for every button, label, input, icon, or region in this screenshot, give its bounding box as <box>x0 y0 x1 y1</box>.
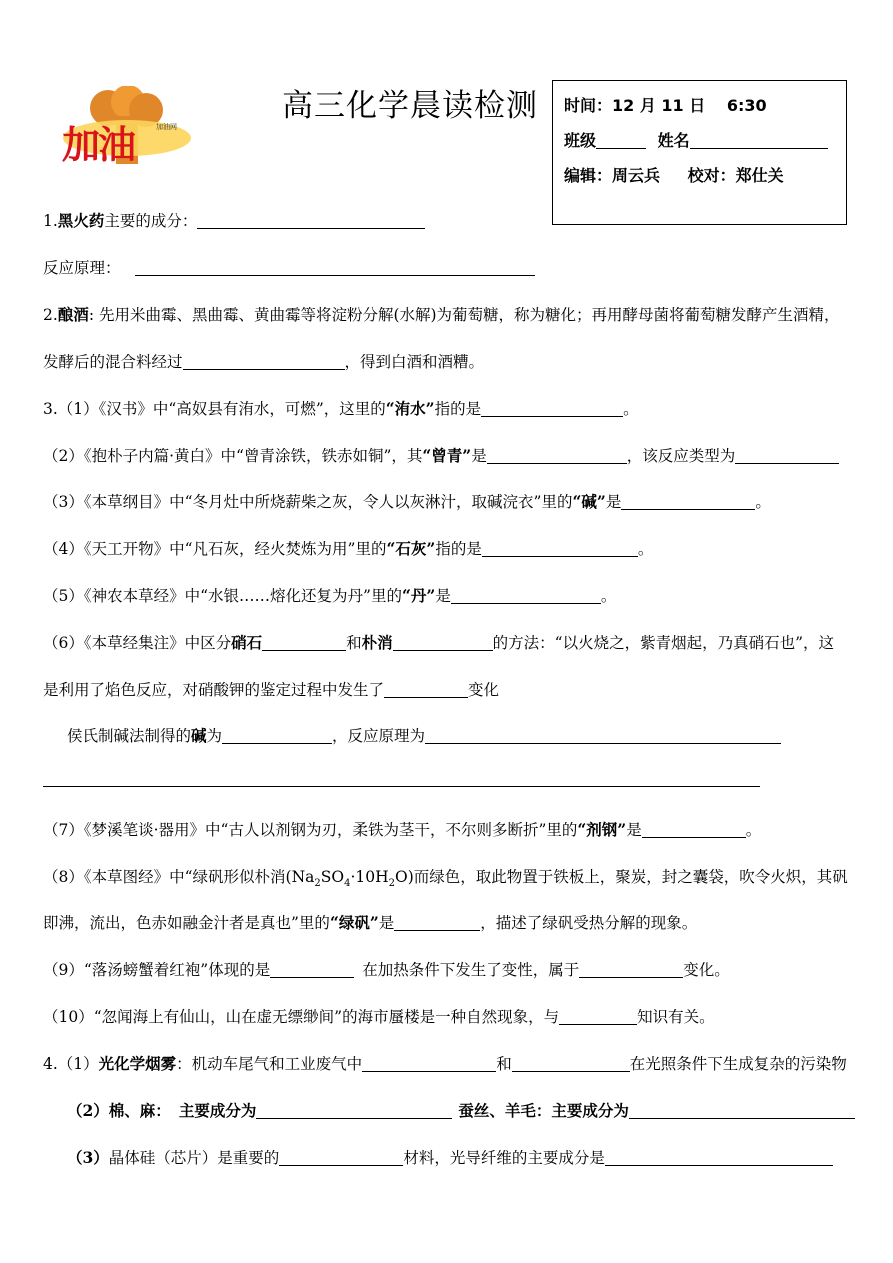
q3-9-blank-1[interactable] <box>270 961 354 978</box>
q4-3-line <box>67 1146 833 1168</box>
q2-line2 <box>43 350 484 372</box>
q3-6-blank-2[interactable] <box>393 634 493 651</box>
q3-8-formula-2: ·10H <box>350 868 389 886</box>
q3-7-text-2: 是 <box>626 821 642 839</box>
q3-2-line <box>43 444 839 466</box>
q3-9-line <box>43 958 730 980</box>
q3-9-text-3: 变化。 <box>683 961 730 979</box>
q3-10-line <box>43 1005 715 1027</box>
q3-6-bold: 硝石 <box>231 633 263 652</box>
q4-3-blank-2[interactable] <box>605 1149 833 1166</box>
q3-7-bold: “剂钢” <box>577 820 627 839</box>
q3-6-text: （6）《本草经集注》中区分 <box>43 634 232 652</box>
q3-4-bold: “石灰” <box>386 539 436 558</box>
q4-1-text-2: 和 <box>496 1055 512 1073</box>
q3-9-text: （9）“落汤螃蟹着红袍”体现的是 <box>43 961 271 979</box>
q4-2-blank-1[interactable] <box>256 1102 452 1119</box>
q3-8-formula: SO <box>320 868 345 886</box>
q3-5-text-2: 是 <box>435 587 451 605</box>
hou-blank-1[interactable] <box>222 727 332 744</box>
editor-row <box>564 163 784 186</box>
q4-2-text: 主要成分为 <box>178 1101 257 1120</box>
q2-text-3: ，得到白酒和酒糟。 <box>344 353 485 371</box>
q4-1-line <box>43 1052 847 1074</box>
q3-5-line <box>43 584 616 606</box>
q3-10-text-2: 知识有关。 <box>637 1008 715 1026</box>
q3-10-text: （10）“忽闻海上有仙山，山在虚无缥缈间”的海市蜃楼是一种自然现象，与 <box>43 1008 560 1026</box>
q3-4-blank[interactable] <box>482 540 638 557</box>
q3-8-text: （8）《本草图经》中“绿矾形似朴消(Na <box>43 868 315 886</box>
q3-1-bold: “洧水” <box>385 399 435 418</box>
q3-2-blank-2[interactable] <box>735 447 839 464</box>
q3-6-text-4: 是利用了焰色反应，对硝酸钾的鉴定过程中发生了 <box>43 681 385 699</box>
q1-principle-line <box>43 256 535 278</box>
q2-text-2: 发酵后的混合料经过 <box>43 353 183 371</box>
name-field[interactable] <box>690 132 828 149</box>
q3-6-text-2: 和 <box>346 634 362 652</box>
q3-8-sub-2: 4 <box>344 878 351 890</box>
q3-8-text-5: ，描述了绿矾受热分解的现象。 <box>480 914 698 932</box>
class-name-row <box>564 128 828 151</box>
q3-6-line <box>43 631 834 653</box>
hou-text: 侯氏制碱法制得的 <box>67 727 192 745</box>
q3-8-line2 <box>43 911 697 933</box>
q1-line <box>43 209 425 231</box>
q3-2-bold: “曾青” <box>422 446 472 465</box>
q4-3-number: （3） <box>67 1148 109 1167</box>
q3-3-line <box>43 490 771 512</box>
q3-6-bold-2: 朴消 <box>361 633 393 652</box>
logo <box>58 86 198 166</box>
q3-3-blank[interactable] <box>621 493 755 510</box>
q1-principle-blank[interactable] <box>135 259 535 276</box>
q1-number: 1. <box>43 212 58 230</box>
q3-1-line <box>43 397 639 419</box>
q3-8-line <box>43 865 848 889</box>
q3-3-end: 。 <box>755 493 771 511</box>
hou-text-2: 为 <box>206 727 223 745</box>
q2-number: 2. <box>43 306 58 324</box>
q3-7-end: 。 <box>745 821 762 839</box>
q3-8-blank[interactable] <box>394 914 480 931</box>
editor-label: 编辑：周云兵 <box>564 166 661 185</box>
q2-blank[interactable] <box>183 353 345 370</box>
q1-principle-label: 反应原理： <box>43 259 121 277</box>
q3-2-text-3: ，该反应类型为 <box>626 447 736 465</box>
q3-4-line <box>43 537 653 559</box>
q3-1-end: 。 <box>623 400 639 418</box>
q4-3-text: 晶体硅（芯片）是重要的 <box>108 1149 280 1167</box>
q4-2-bold: 棉、麻： <box>108 1101 171 1120</box>
q4-3-text-2: 材料，光导纤维的主要成分是 <box>403 1149 605 1167</box>
q3-8-text-2: O)而绿色，取此物置于铁板上，聚炭，封之囊袋，吹令火炽，其矾 <box>395 868 848 886</box>
q3-8-text-4: 是 <box>378 914 395 932</box>
q4-1-blank-2[interactable] <box>512 1055 630 1072</box>
q4-2-number: （2） <box>67 1101 109 1120</box>
q3-4-end: 。 <box>637 540 654 558</box>
logo-text: 加油 <box>62 123 135 167</box>
q2-line1 <box>43 303 840 325</box>
q4-1-text: ：机动车尾气和工业废气中 <box>176 1055 363 1073</box>
q3-6-text-5: 变化 <box>468 681 500 699</box>
q3-6-line2 <box>43 678 499 700</box>
page-title: 高三化学晨读检测 <box>282 88 538 124</box>
q3-8-bold: “绿矾” <box>329 913 379 932</box>
hou-text-3: ，反应原理为 <box>332 727 426 745</box>
q3-7-line <box>43 818 761 840</box>
time-label: 时间：12 月 11 日 6:30 <box>564 96 767 115</box>
q3-3-text-2: 是 <box>605 493 622 511</box>
logo-small-text: 加油网 <box>156 123 177 131</box>
class-field[interactable] <box>596 132 646 149</box>
hou-line <box>67 724 781 746</box>
q3-1-text-2: 指的是 <box>434 400 482 418</box>
class-label: 班级 <box>564 131 597 150</box>
hou-blank-2[interactable] <box>425 727 781 744</box>
q1-answer-blank[interactable] <box>197 212 425 229</box>
q3-5-end: 。 <box>600 587 617 605</box>
q3-8-text-3: 即沸，流出，色赤如融金汁者是真也”里的 <box>43 914 330 932</box>
q3-5-bold: “丹” <box>401 586 436 605</box>
q4-1-text-3: 在光照条件下生成复杂的污染物 <box>629 1055 847 1073</box>
q3-8-sub-1: 2 <box>314 878 321 890</box>
q3-3-bold: “碱” <box>572 492 606 511</box>
q1-text: 主要的成分： <box>104 212 198 230</box>
hou-bold: 碱 <box>191 726 207 745</box>
q3-4-text: （4）《天工开物》中“凡石灰，经火焚炼为用”里的 <box>43 540 387 558</box>
q3-7-text: （7）《梦溪笔谈·器用》中“古人以剂钢为刃，柔铁为茎干，不尔则多断折”里的 <box>43 821 578 839</box>
q3-8-sub-3: 2 <box>388 878 396 890</box>
q3-2-text-2: 是 <box>471 447 487 465</box>
q4-3-blank-1[interactable] <box>279 1149 403 1166</box>
q3-2-text: （2）《抱朴子内篇·黄白》中“曾青涂铁，铁赤如铜”，其 <box>43 447 423 465</box>
name-label: 姓名 <box>657 131 690 150</box>
q4-2-text-2: 蚕丝、羊毛：主要成分为 <box>458 1101 629 1120</box>
q2-text: : 先用米曲霉、黑曲霉、黄曲霉等将淀粉分解(水解)为葡萄糖，称为糖化；再用酵母菌将葡萄糖发酵产生酒精， <box>88 306 840 324</box>
q4-1-number: 4.（1） <box>43 1055 99 1073</box>
proof-label: 校对：郑仕关 <box>687 166 784 185</box>
q4-2-blank-2[interactable] <box>629 1102 855 1119</box>
q3-3-text: （3）《本草纲目》中“冬月灶中所烧薪柴之灰，令人以灰淋汁，取碱浣衣”里的 <box>43 493 573 511</box>
q3-1-blank[interactable] <box>481 400 623 417</box>
q3-4-text-2: 指的是 <box>435 540 482 558</box>
q3-1-text: 3.（1）《汉书》中“高奴县有洧水，可燃”，这里的 <box>43 400 386 418</box>
q1-bold: 黑火药 <box>57 211 105 230</box>
q3-5-text: （5）《神农本草经》中“水银……熔化还复为丹”里的 <box>43 587 402 605</box>
q3-6-blank-3[interactable] <box>384 681 468 698</box>
q3-10-blank[interactable] <box>559 1008 637 1025</box>
q2-bold: 酿酒 <box>57 305 89 324</box>
q3-5-blank[interactable] <box>451 587 601 604</box>
info-box <box>552 80 847 225</box>
hou-blank-3[interactable] <box>43 786 760 787</box>
q3-6-blank-1[interactable] <box>262 634 346 651</box>
q3-2-blank[interactable] <box>487 447 627 464</box>
q4-1-blank-1[interactable] <box>362 1055 496 1072</box>
q3-6-text-3: 的方法：“以火烧之，紫青烟起，乃真硝石也”，这 <box>492 634 835 652</box>
q3-9-blank-2[interactable] <box>579 961 683 978</box>
q3-7-blank[interactable] <box>642 821 746 838</box>
q3-9-text-2: 在加热条件下发生了变性，属于 <box>362 961 580 979</box>
q4-1-bold: 光化学烟雾 <box>98 1054 177 1073</box>
q4-2-line <box>67 1099 855 1121</box>
